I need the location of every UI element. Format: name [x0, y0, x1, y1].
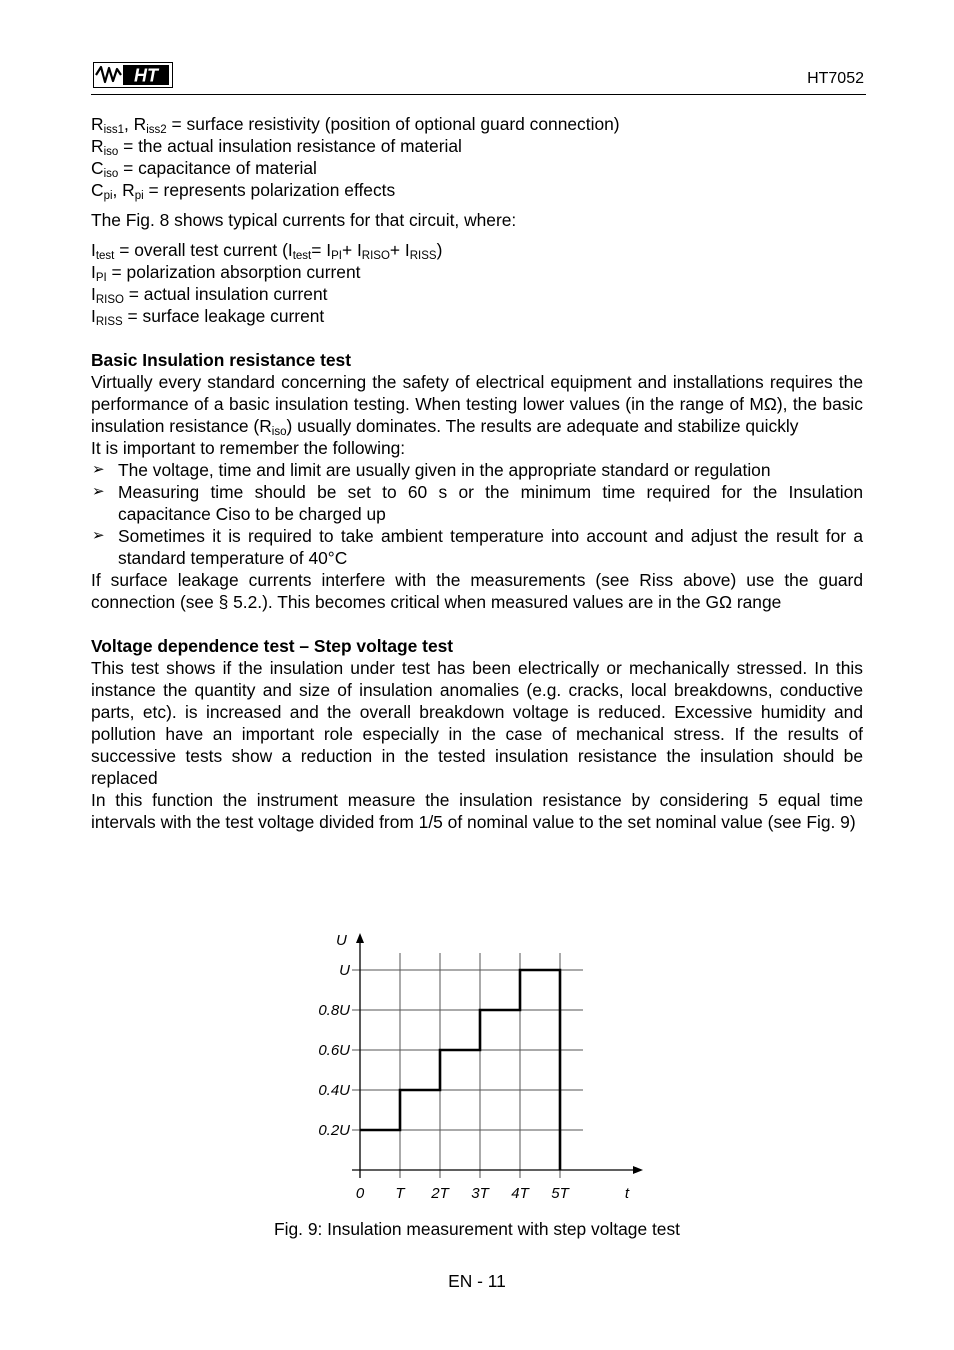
step-heading: Voltage dependence test – Step voltage test [91, 636, 454, 656]
x-axis-label: t [624, 1185, 630, 1202]
y-tick-label: 0.2U [318, 1122, 350, 1139]
x-tick-label: 2T [431, 1185, 449, 1202]
step-para1: This test shows if the insulation under test has been electrically or mechanically stressed. In this instance the quantity and size of insulation anomalies (e.g. cracks, local breakdowns, conductive parts, etc). is increased and the overall breakdown voltage is reduced. Excessive humidity and pollution have an important role especially in the case of mechanical stress. If the results of successive tests show a reduction in the tested insulation resistance the insulation should be replaced [91, 658, 863, 788]
def-iriss: $I_{RISS}$ = surface leakage current [91, 306, 325, 328]
fig8-intro: The Fig. 8 shows typical currents for that circuit, where: [91, 210, 517, 230]
def-riso: $R_{iso}$ = the actual insulation resistance of material [91, 136, 462, 158]
content [91, 113, 863, 833]
arrow-bullet-icon: ➢ [92, 483, 105, 500]
list-item: ➢ Measuring time should be set to 60 s or the minimum time required for the Insulation capacitance Ciso to be charged up [92, 482, 863, 524]
x-tick-label: 3T [471, 1185, 489, 1202]
step-voltage-line [360, 970, 560, 1170]
def-ciso: $C_{iso}$ = capacitance of material [91, 158, 317, 180]
x-tick-label: 5T [551, 1185, 569, 1202]
page-number: EN - 11 [448, 1271, 506, 1291]
def-riss: $R_{iss1}$, $R_{iss2}$ = surface resistivity (position of optional guard connection) [91, 114, 620, 136]
ht-logo [93, 62, 173, 88]
x-axis-arrow-icon [633, 1166, 643, 1174]
list-item: ➢ The voltage, time and limit are usually given in the appropriate standard or regulation [92, 460, 771, 480]
arrow-bullet-icon: ➢ [92, 527, 105, 544]
basic-para3: If surface leakage currents interfere with the measurements (see Riss above) use the guard connection (see § 5.2.). This becomes critical when measured values are in the GΩ range [91, 570, 863, 612]
def-iriso: $I_{RISO}$ = actual insulation current [91, 284, 328, 306]
basic-bullets [91, 459, 863, 569]
def-itest: $I_{test}$ = overall test current $(I_{test}= I_{PI}+ I_{RISO}+ I_{RISS})$ [91, 240, 443, 262]
x-tick-label: 4T [511, 1185, 529, 1202]
def-cpi-rpi: $C_{pi}$, $R_{pi}$ = represents polarization effects [91, 180, 396, 202]
x-tick-label: T [395, 1185, 405, 1202]
step-voltage-chart [300, 925, 660, 1215]
y-tick-label: 0.4U [318, 1082, 350, 1099]
basic-heading: Basic Insulation resistance test [91, 350, 351, 370]
y-axis-label: U [336, 932, 347, 949]
y-tick-label: 0.8U [318, 1002, 350, 1019]
page-header [91, 58, 866, 95]
y-tick-label: 0.6U [318, 1042, 350, 1059]
list-item: ➢ Sometimes it is required to take ambient temperature into account and adjust the result for a standard temperature of 40°C [92, 526, 863, 568]
model-number: HT7052 [807, 70, 864, 87]
arrow-bullet-icon: ➢ [92, 461, 105, 478]
basic-para2: It is important to remember the following: [91, 438, 406, 458]
y-axis-arrow-icon [356, 933, 364, 943]
y-tick-label: U [339, 962, 350, 979]
logo-text: HT [134, 65, 158, 86]
basic-para1: Virtually every standard concerning the safety of electrical equipment and installations requires the performance of a basic insulation testing. When testing lower values (in the range of MΩ), the basic insulation resistance $(R_{iso})$ usually dominates. The results are adequate and stabilize quickly [91, 372, 863, 438]
x-tick-label: 0 [355, 1185, 365, 1202]
figure-caption: Fig. 9: Insulation measurement with step voltage test [274, 1219, 680, 1239]
step-para2: In this function the instrument measure the insulation resistance by considering 5 equal time intervals with the test voltage divided from 1/5 of nominal value to the set nominal value (see Fig. 9) [91, 790, 863, 832]
def-ipi: $I_{PI}$ = polarization absorption current [91, 262, 361, 284]
